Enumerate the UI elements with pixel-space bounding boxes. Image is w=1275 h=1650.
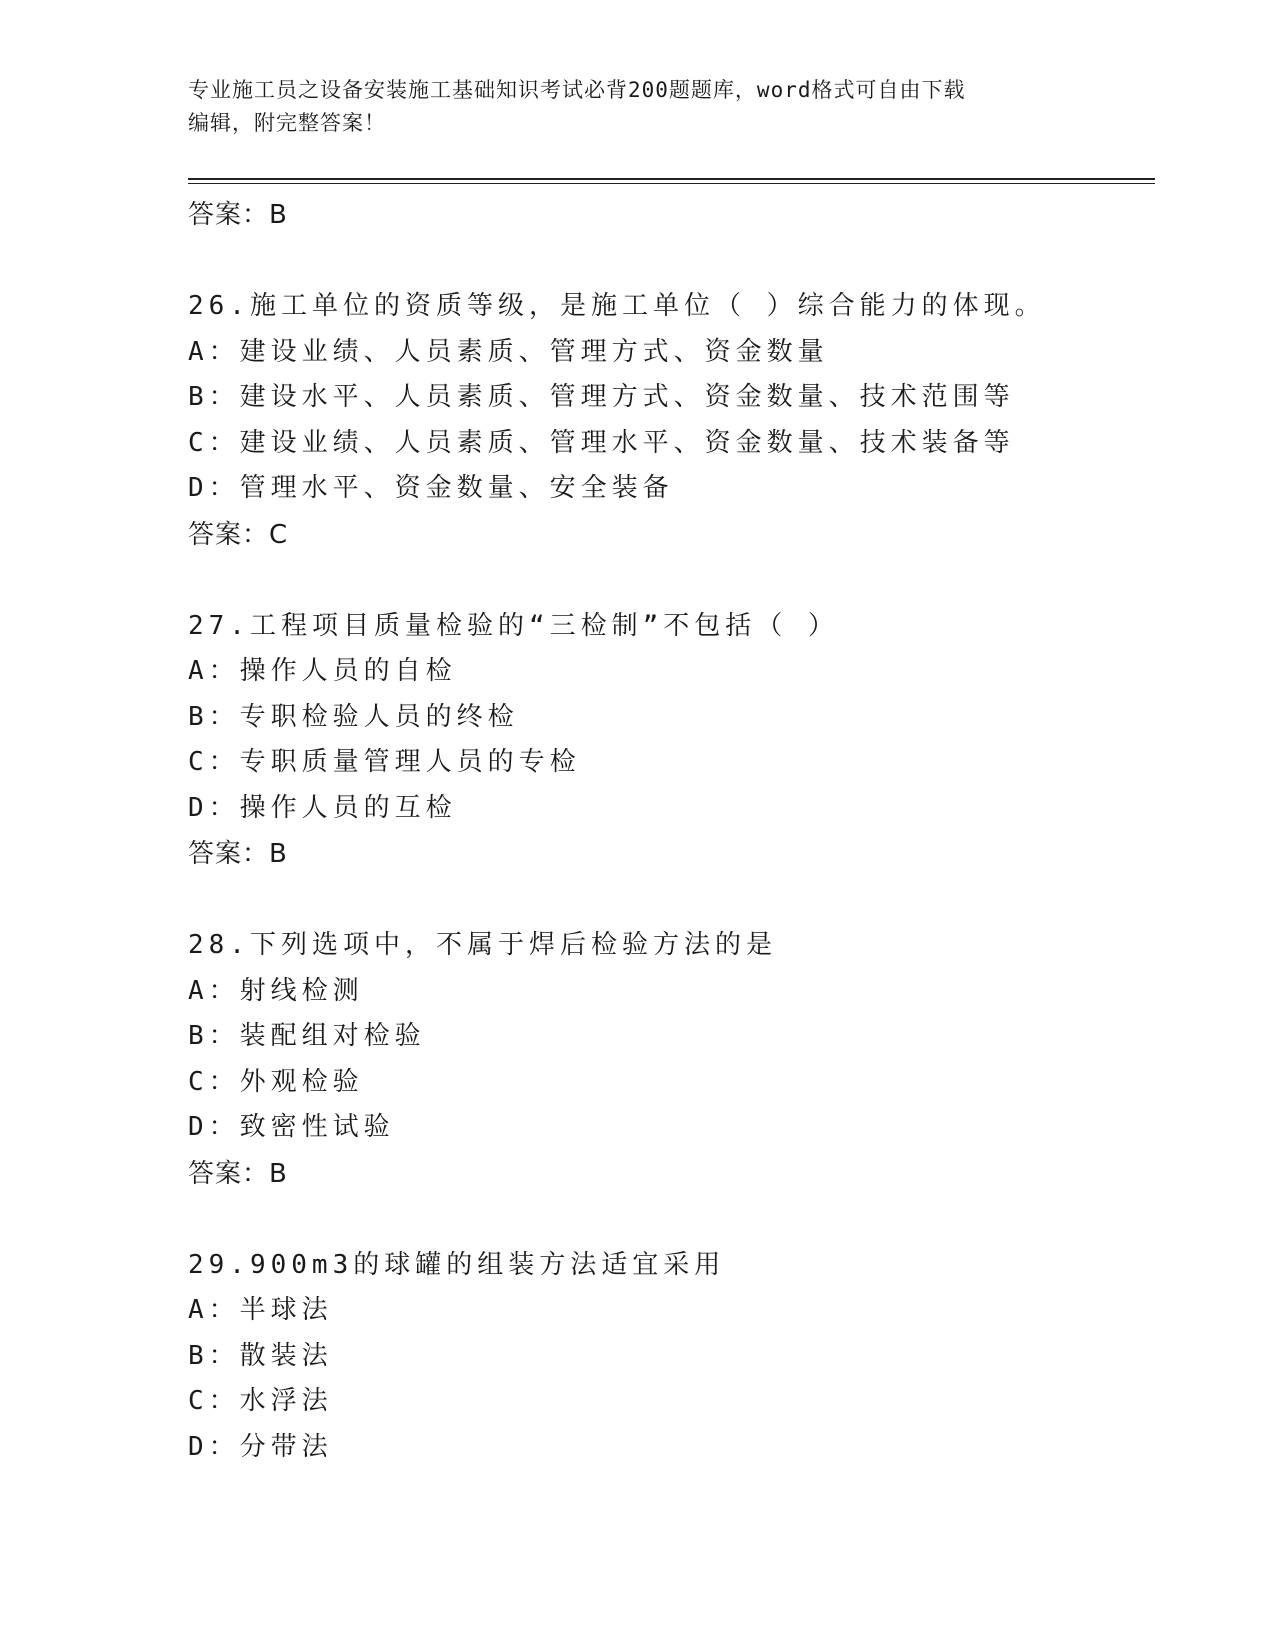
question-block: [188, 1243, 1155, 1471]
question-stem: 28.下列选项中，不属于焊后检验方法的是: [188, 930, 777, 960]
option-c: C：水浮法: [188, 1386, 333, 1416]
header-divider: [188, 178, 1155, 184]
question-block: [188, 604, 1155, 878]
question-block: [188, 923, 1155, 1197]
option-c: C：外观检验: [188, 1066, 364, 1097]
answer-line: 答案：B: [188, 839, 288, 869]
question-block: [188, 284, 1155, 558]
document-header: [188, 74, 1088, 140]
header-line-2: 编辑，附完整答案！: [188, 111, 386, 135]
option-d: D：致密性试验: [188, 1112, 395, 1142]
answer-line: 答案：B: [188, 200, 288, 230]
document-body: [188, 192, 1155, 1470]
option-b: B：装配组对检验: [188, 1021, 426, 1051]
option-a: A：建设业绩、人员素质、管理方式、资金数量: [188, 336, 829, 367]
answer-line: 答案：B: [188, 1158, 288, 1189]
option-d: D：分带法: [188, 1431, 333, 1462]
option-c: C：建设业绩、人员素质、管理水平、资金数量、技术装备等: [188, 427, 1015, 458]
header-line-1: 专业施工员之设备安装施工基础知识考试必背200题题库，word格式可自由下载: [188, 78, 966, 102]
option-b: B：专职检验人员的终检: [188, 701, 519, 732]
option-a: A：半球法: [188, 1295, 333, 1325]
option-b: B：散装法: [188, 1340, 333, 1371]
question-stem: 29.900m3的球罐的组装方法适宜采用: [188, 1249, 726, 1280]
option-b: B：建设水平、人员素质、管理方式、资金数量、技术范围等: [188, 382, 1015, 412]
question-stem: 27.工程项目质量检验的“三检制”不包括（ ）: [188, 610, 839, 641]
option-a: A：操作人员的自检: [188, 656, 457, 686]
option-d: D：操作人员的互检: [188, 792, 457, 823]
option-d: D：管理水平、资金数量、安全装备: [188, 473, 674, 503]
answer-line: 答案：C: [188, 519, 289, 550]
question-stem: 26.施工单位的资质等级，是施工单位（ ）综合能力的体现。: [188, 291, 1046, 321]
option-c: C：专职质量管理人员的专检: [188, 747, 581, 777]
option-a: A：射线检测: [188, 975, 364, 1006]
